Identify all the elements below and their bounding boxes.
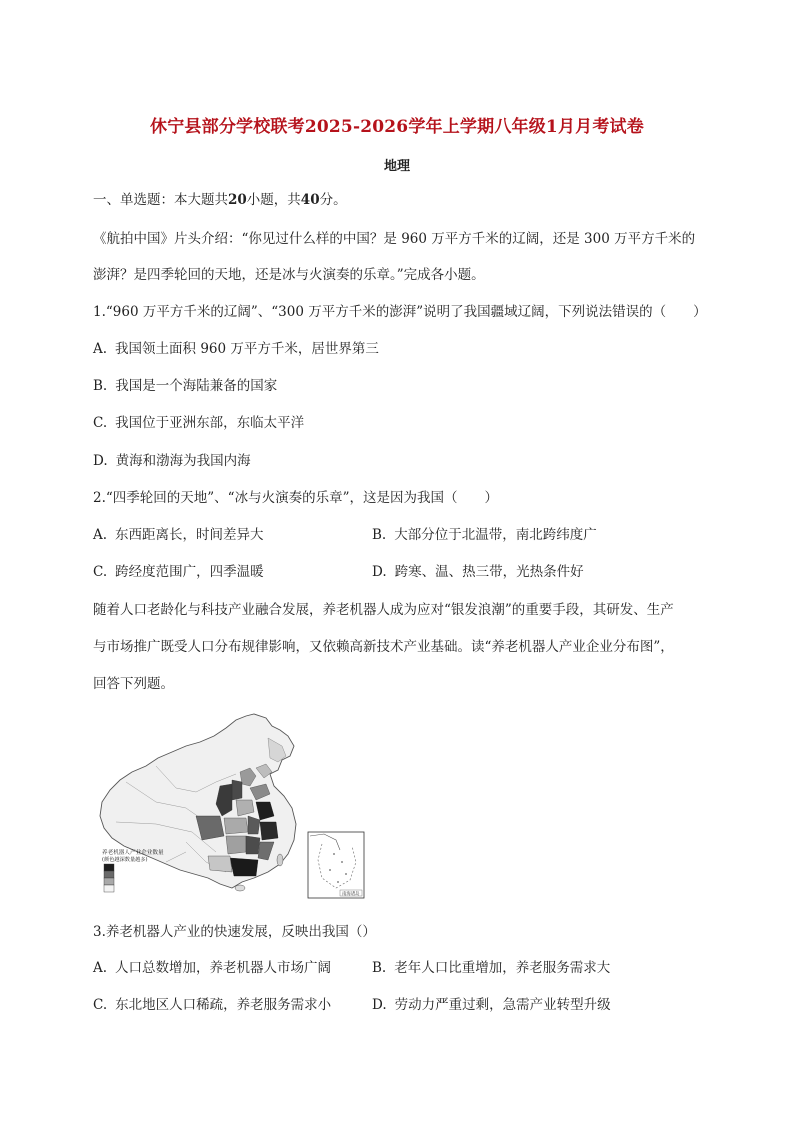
intro1-line2: 澎湃？是四季轮回的天地，还是冰与火演奏的乐章。”完成各小题。 <box>93 267 485 283</box>
province-zhejiang <box>260 822 278 840</box>
taiwan-island <box>277 854 283 866</box>
exam-title: 休宁县部分学校联考2025-2026学年上学期八年级1月月考试卷 <box>150 117 644 137</box>
province-shanxi <box>232 780 242 800</box>
option-text: 东北地区人口稀疏，养老服务需求小 <box>115 997 332 1013</box>
option-text: 老年人口比重增加，养老服务需求大 <box>394 960 611 976</box>
option-label: D. <box>372 564 387 580</box>
option-label: A. <box>93 527 108 543</box>
option-label: B. <box>93 378 108 394</box>
option-label: C. <box>93 564 108 580</box>
province-jiangxi <box>246 836 260 854</box>
q1-option-d <box>93 451 251 471</box>
section-mid: 小题，共 <box>246 192 301 208</box>
legend-swatch-light <box>104 878 114 885</box>
legend-swatch-pale <box>104 885 114 892</box>
q1-option-c <box>93 413 304 433</box>
q2-option-d <box>372 562 584 582</box>
option-label: D. <box>93 453 108 469</box>
intro1-line1: 《航拍中国》片头介绍：“你见过什么样的中国？是 960 万平方千米的辽阔，还是 300 万平方千米的 <box>93 231 696 247</box>
option-label: B. <box>372 527 387 543</box>
q1-stem: 1.“960 万平方千米的辽阔”、“300 万平方千米的澎湃”说明了我国疆域辽阔，下列说法错误的（ ） <box>93 304 707 320</box>
question-count: 20 <box>228 192 247 208</box>
option-text: 劳动力严重过剩，急需产业转型升级 <box>394 997 611 1013</box>
option-label: A. <box>93 341 108 357</box>
section-suffix: 分。 <box>319 192 347 208</box>
q3-stem: 3.养老机器人产业的快速发展，反映出我国（） <box>93 924 376 940</box>
section-prefix: 一、单选题：本大题共 <box>93 192 228 208</box>
option-text: 大部分位于北温带，南北跨纬度广 <box>394 527 597 543</box>
option-text: 我国是一个海陆兼备的国家 <box>115 378 278 394</box>
option-label: C. <box>93 415 108 431</box>
intro2-line3: 回答下列题。 <box>93 676 174 692</box>
option-label: A. <box>93 960 108 976</box>
province-guangxi <box>208 856 232 872</box>
province-hubei <box>224 818 248 834</box>
province-hunan <box>226 836 246 854</box>
q3-option-c <box>93 995 331 1015</box>
q1-option-a <box>93 339 379 359</box>
q3-option-d <box>372 995 611 1015</box>
legend-swatch-mid <box>104 871 114 878</box>
q1-option-b <box>93 376 277 396</box>
option-text: 跨寒、温、热三带，光热条件好 <box>394 564 584 580</box>
q2-stem: 2.“四季轮回的天地”、“冰与火演奏的乐章”，这是因为我国（ ） <box>93 490 498 506</box>
map-legend <box>102 848 164 892</box>
option-text: 东西距离长，时间差异大 <box>115 527 264 543</box>
intro2-line1: 随着人口老龄化与科技产业融合发展，养老机器人成为应对“银发浪潮”的重要手段，其研发、生产 <box>93 602 674 618</box>
robot-industry-map <box>96 712 366 900</box>
section-heading <box>93 190 703 210</box>
province-guangdong <box>230 858 258 876</box>
option-label: C. <box>93 997 108 1013</box>
option-text: 跨经度范围广，四季温暖 <box>115 564 264 580</box>
intro2-line2: 与市场推广既受人口分布规律影响，又依赖高新技术产业基础。读“养老机器人产业企业分布图”， <box>93 639 674 655</box>
q3-option-a <box>93 958 331 978</box>
total-score: 40 <box>300 192 320 208</box>
south-china-sea-inset <box>308 832 364 898</box>
legend-swatch-dark <box>104 864 114 871</box>
option-text: 我国领土面积 960 万平方千米，居世界第三 <box>115 341 379 357</box>
q2-option-b <box>372 525 597 545</box>
option-text: 我国位于亚洲东部，东临太平洋 <box>115 415 305 431</box>
option-label: D. <box>372 997 387 1013</box>
q2-option-c <box>93 562 264 582</box>
legend-title: 养老机器人产业企业数量 <box>102 850 164 856</box>
legend-subtitle: (颜色越深数量越多) <box>102 857 148 863</box>
hainan-island <box>235 885 245 891</box>
option-label: B. <box>372 960 387 976</box>
q3-option-b <box>372 958 610 978</box>
option-text: 人口总数增加，养老机器人市场广阔 <box>115 960 332 976</box>
q2-option-a <box>93 525 264 545</box>
subject-label: 地理 <box>383 159 410 174</box>
inset-label: 南海诸岛 <box>342 892 360 897</box>
option-text: 黄海和渤海为我国内海 <box>115 453 251 469</box>
